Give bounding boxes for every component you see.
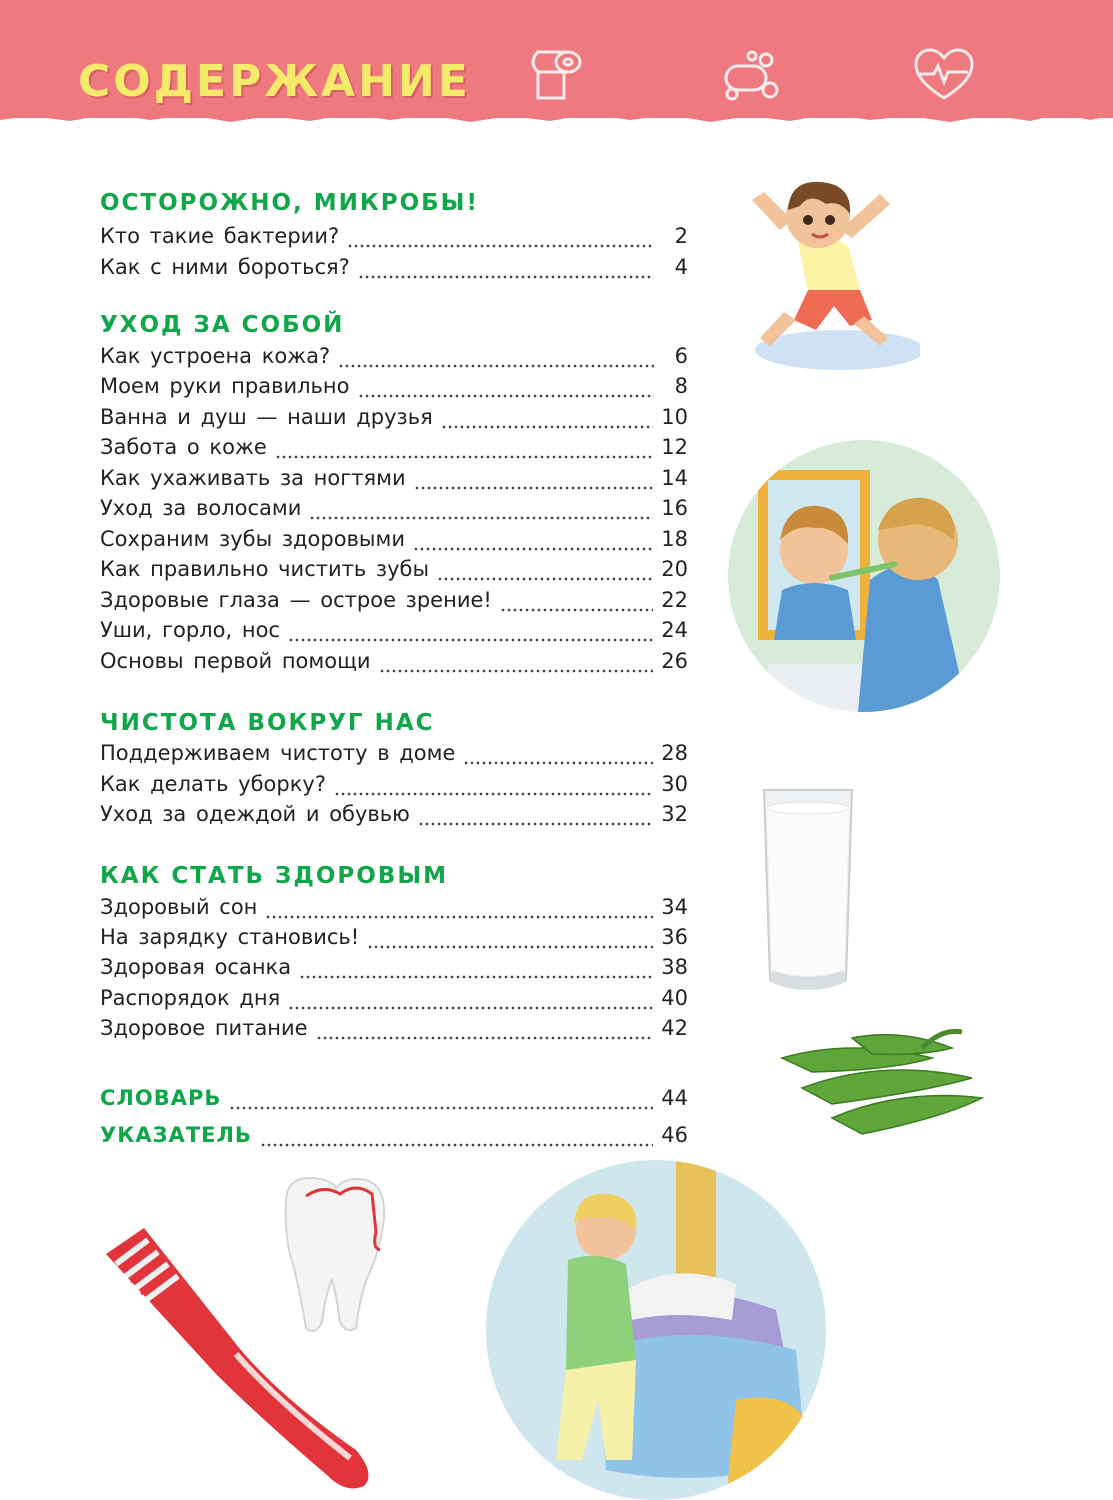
brushing-teeth-illustration xyxy=(728,440,1000,712)
leader-dots xyxy=(316,1036,654,1040)
leader-dots xyxy=(260,1143,653,1147)
toilet-paper-icon xyxy=(524,46,588,106)
toc-entry[interactable] xyxy=(100,435,688,465)
section-title-self-care: УХОД ЗА СОБОЙ xyxy=(100,312,345,338)
soap-bubbles-icon xyxy=(718,46,782,106)
toc-entry[interactable] xyxy=(100,496,688,526)
entry-page: 34 xyxy=(661,895,688,919)
toc-entry[interactable] xyxy=(100,557,688,587)
entry-title: Здоровые глаза — острое зрение! xyxy=(100,588,492,612)
section-title-microbes: ОСТОРОЖНО, МИКРОБЫ! xyxy=(100,190,479,216)
toc-entry[interactable] xyxy=(100,1016,688,1046)
leader-dots xyxy=(441,425,654,429)
milk-glass-illustration xyxy=(758,784,858,998)
toc-entry[interactable] xyxy=(100,588,688,618)
entry-title: Как устроена кожа? xyxy=(100,344,331,368)
leader-dots xyxy=(500,608,653,612)
toc-entry-index[interactable] xyxy=(100,1123,688,1153)
entry-title: УКАЗАТЕЛЬ xyxy=(100,1123,252,1147)
entry-title: Как делать уборку? xyxy=(100,772,326,796)
leader-dots xyxy=(418,822,653,826)
entry-title: Ванна и душ — наши друзья xyxy=(100,405,433,429)
entry-title: Уход за одеждой и обувью xyxy=(100,802,410,826)
entry-title: Здоровый сон xyxy=(100,895,258,919)
entry-page: 26 xyxy=(661,649,688,673)
leader-dots xyxy=(414,486,654,490)
girl-making-bed-illustration xyxy=(486,1160,826,1500)
entry-page: 6 xyxy=(674,344,688,368)
leader-dots xyxy=(379,669,654,673)
entry-title: Как ухаживать за ногтями xyxy=(100,466,406,490)
entry-title: Уход за волосами xyxy=(100,496,302,520)
entry-page: 24 xyxy=(661,618,688,642)
entry-page: 18 xyxy=(661,527,688,551)
entry-title: Здоровая осанка xyxy=(100,955,292,979)
entry-page: 20 xyxy=(661,557,688,581)
leader-dots xyxy=(413,547,653,551)
entry-page: 30 xyxy=(661,772,688,796)
leader-dots xyxy=(275,455,653,459)
entry-page: 8 xyxy=(674,374,688,398)
toc-entry[interactable] xyxy=(100,374,688,404)
toc-entry[interactable] xyxy=(100,466,688,496)
toc-entry[interactable] xyxy=(100,741,688,771)
entry-title: Здоровое питание xyxy=(100,1016,308,1040)
toc-entry[interactable] xyxy=(100,527,688,557)
entry-page: 28 xyxy=(661,741,688,765)
entry-page: 36 xyxy=(661,925,688,949)
entry-title: Поддерживаем чистоту в доме xyxy=(100,741,456,765)
entry-title: Как правильно чистить зубы xyxy=(100,557,430,581)
toc-entry[interactable] xyxy=(100,224,688,254)
entry-title: Основы первой помощи xyxy=(100,649,371,673)
heart-pulse-icon xyxy=(912,46,976,106)
leader-dots xyxy=(358,394,655,398)
toc-entry[interactable] xyxy=(100,255,688,285)
entry-title: Сохраним зубы здоровыми xyxy=(100,527,405,551)
leader-dots xyxy=(288,638,653,642)
entry-page: 38 xyxy=(661,955,688,979)
entry-page: 4 xyxy=(674,255,688,279)
leader-dots xyxy=(265,915,653,919)
toc-entry[interactable] xyxy=(100,802,688,832)
leader-dots xyxy=(367,945,653,949)
boy-exercising-illustration xyxy=(730,170,920,380)
leader-dots xyxy=(309,516,653,520)
entry-page: 2 xyxy=(674,224,688,248)
leader-dots xyxy=(229,1106,653,1110)
entry-page: 14 xyxy=(661,466,688,490)
toc-entry[interactable] xyxy=(100,986,688,1016)
entry-page: 32 xyxy=(661,802,688,826)
toc-entry[interactable] xyxy=(100,895,688,925)
leader-dots xyxy=(299,975,653,979)
entry-page: 22 xyxy=(661,588,688,612)
entry-page: 42 xyxy=(661,1016,688,1040)
green-peppers-illustration xyxy=(772,1018,990,1148)
toc-entry[interactable] xyxy=(100,955,688,985)
entry-page: 10 xyxy=(661,405,688,429)
toothbrush-illustration xyxy=(96,1224,396,1494)
entry-page: 44 xyxy=(661,1086,688,1110)
entry-title: Уши, горло, нос xyxy=(100,618,280,642)
entry-page: 46 xyxy=(661,1123,688,1147)
leader-dots xyxy=(288,1006,653,1010)
toc-entry[interactable] xyxy=(100,772,688,802)
section-title-healthy: КАК СТАТЬ ЗДОРОВЫМ xyxy=(100,863,449,889)
entry-title: На зарядку становись! xyxy=(100,925,360,949)
toc-entry[interactable] xyxy=(100,344,688,374)
leader-dots xyxy=(347,244,654,248)
entry-title: СЛОВАРЬ xyxy=(100,1086,222,1110)
leader-dots xyxy=(338,364,654,368)
toc-entry[interactable] xyxy=(100,405,688,435)
entry-title: Как с ними бороться? xyxy=(100,255,350,279)
leader-dots xyxy=(463,761,653,765)
section-title-cleanliness: ЧИСТОТА ВОКРУГ НАС xyxy=(100,710,435,736)
entry-page: 16 xyxy=(661,496,688,520)
toc-entry[interactable] xyxy=(100,649,688,679)
toc-entry[interactable] xyxy=(100,618,688,648)
leader-dots xyxy=(334,792,653,796)
entry-title: Распорядок дня xyxy=(100,986,281,1010)
entry-title: Моем руки правильно xyxy=(100,374,350,398)
entry-page: 40 xyxy=(661,986,688,1010)
entry-title: Забота о коже xyxy=(100,435,267,459)
page-title: СОДЕРЖАНИЕ xyxy=(78,56,471,107)
toc-entry-glossary[interactable] xyxy=(100,1086,688,1116)
leader-dots xyxy=(437,577,653,581)
toc-entry[interactable] xyxy=(100,925,688,955)
entry-page: 12 xyxy=(661,435,688,459)
entry-title: Кто такие бактерии? xyxy=(100,224,340,248)
leader-dots xyxy=(358,275,654,279)
